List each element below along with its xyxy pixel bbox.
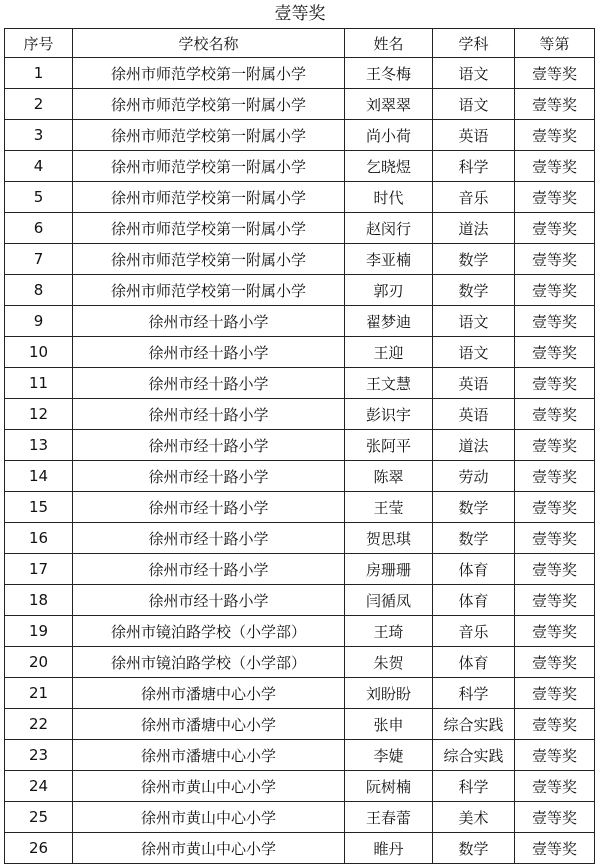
cell-index: 25: [5, 802, 73, 833]
cell-name: 王莹: [345, 492, 433, 523]
cell-school: 徐州市经十路小学: [73, 368, 345, 399]
cell-name: 乞晓煜: [345, 151, 433, 182]
cell-name: 王文慧: [345, 368, 433, 399]
cell-index: 14: [5, 461, 73, 492]
table-row: [5, 833, 595, 864]
cell-grade: 壹等奖: [515, 771, 595, 802]
cell-school: 徐州市师范学校第一附属小学: [73, 58, 345, 89]
table-row: [5, 89, 595, 120]
cell-school: 徐州市潘塘中心小学: [73, 740, 345, 771]
cell-index: 26: [5, 833, 73, 864]
table-row: [5, 58, 595, 89]
cell-subject: 英语: [433, 399, 515, 430]
cell-subject: 音乐: [433, 616, 515, 647]
cell-name: 刘翠翠: [345, 89, 433, 120]
cell-school: 徐州市师范学校第一附属小学: [73, 182, 345, 213]
cell-name: 尚小荷: [345, 120, 433, 151]
cell-subject: 体育: [433, 554, 515, 585]
cell-subject: 综合实践: [433, 709, 515, 740]
table-row: [5, 740, 595, 771]
cell-grade: 壹等奖: [515, 492, 595, 523]
cell-subject: 科学: [433, 771, 515, 802]
cell-subject: 综合实践: [433, 740, 515, 771]
cell-name: 房珊珊: [345, 554, 433, 585]
cell-index: 13: [5, 430, 73, 461]
cell-school: 徐州市师范学校第一附属小学: [73, 244, 345, 275]
cell-name: 赵闵行: [345, 213, 433, 244]
table-row: [5, 585, 595, 616]
cell-grade: 壹等奖: [515, 523, 595, 554]
cell-index: 9: [5, 306, 73, 337]
cell-school: 徐州市黄山中心小学: [73, 802, 345, 833]
table-row: [5, 368, 595, 399]
cell-subject: 数学: [433, 833, 515, 864]
cell-subject: 数学: [433, 244, 515, 275]
cell-grade: 壹等奖: [515, 399, 595, 430]
cell-grade: 壹等奖: [515, 306, 595, 337]
cell-subject: 数学: [433, 275, 515, 306]
cell-subject: 语文: [433, 89, 515, 120]
cell-index: 16: [5, 523, 73, 554]
header-school: 学校名称: [73, 29, 345, 58]
cell-school: 徐州市经十路小学: [73, 337, 345, 368]
cell-grade: 壹等奖: [515, 616, 595, 647]
cell-school: 徐州市师范学校第一附属小学: [73, 275, 345, 306]
cell-index: 4: [5, 151, 73, 182]
cell-school: 徐州市师范学校第一附属小学: [73, 89, 345, 120]
cell-grade: 壹等奖: [515, 709, 595, 740]
cell-school: 徐州市经十路小学: [73, 306, 345, 337]
cell-subject: 劳动: [433, 461, 515, 492]
cell-name: 刘盼盼: [345, 678, 433, 709]
cell-school: 徐州市经十路小学: [73, 585, 345, 616]
cell-name: 闫循凤: [345, 585, 433, 616]
cell-school: 徐州市师范学校第一附属小学: [73, 151, 345, 182]
cell-subject: 音乐: [433, 182, 515, 213]
cell-subject: 数学: [433, 492, 515, 523]
cell-subject: 科学: [433, 678, 515, 709]
cell-name: 王冬梅: [345, 58, 433, 89]
cell-subject: 英语: [433, 120, 515, 151]
table-row: [5, 399, 595, 430]
cell-name: 张阿平: [345, 430, 433, 461]
cell-grade: 壹等奖: [515, 213, 595, 244]
table-row: [5, 306, 595, 337]
cell-index: 15: [5, 492, 73, 523]
cell-school: 徐州市黄山中心小学: [73, 771, 345, 802]
table-row: [5, 151, 595, 182]
cell-name: 翟梦迪: [345, 306, 433, 337]
cell-school: 徐州市镜泊路学校（小学部）: [73, 616, 345, 647]
cell-index: 3: [5, 120, 73, 151]
cell-index: 20: [5, 647, 73, 678]
cell-index: 11: [5, 368, 73, 399]
cell-grade: 壹等奖: [515, 647, 595, 678]
cell-grade: 壹等奖: [515, 740, 595, 771]
cell-name: 睢丹: [345, 833, 433, 864]
cell-grade: 壹等奖: [515, 337, 595, 368]
cell-index: 17: [5, 554, 73, 585]
page-title: 壹等奖: [274, 4, 326, 24]
cell-name: 时代: [345, 182, 433, 213]
cell-school: 徐州市经十路小学: [73, 430, 345, 461]
cell-index: 19: [5, 616, 73, 647]
cell-subject: 美术: [433, 802, 515, 833]
cell-subject: 数学: [433, 523, 515, 554]
cell-index: 22: [5, 709, 73, 740]
cell-school: 徐州市潘塘中心小学: [73, 678, 345, 709]
table-row: [5, 523, 595, 554]
table-row: [5, 647, 595, 678]
table-row: [5, 678, 595, 709]
table-row: [5, 709, 595, 740]
cell-name: 彭识宇: [345, 399, 433, 430]
table-row: [5, 802, 595, 833]
cell-index: 24: [5, 771, 73, 802]
table-row: [5, 120, 595, 151]
table-row: [5, 492, 595, 523]
cell-school: 徐州市经十路小学: [73, 461, 345, 492]
cell-grade: 壹等奖: [515, 244, 595, 275]
table-row: [5, 244, 595, 275]
table-row: [5, 771, 595, 802]
cell-index: 2: [5, 89, 73, 120]
table-row: [5, 616, 595, 647]
cell-name: 王迎: [345, 337, 433, 368]
table-row: [5, 430, 595, 461]
cell-grade: 壹等奖: [515, 182, 595, 213]
cell-subject: 英语: [433, 368, 515, 399]
cell-school: 徐州市经十路小学: [73, 523, 345, 554]
cell-name: 阮树楠: [345, 771, 433, 802]
cell-index: 1: [5, 58, 73, 89]
cell-grade: 壹等奖: [515, 275, 595, 306]
cell-subject: 道法: [433, 430, 515, 461]
cell-name: 贺思琪: [345, 523, 433, 554]
cell-grade: 壹等奖: [515, 833, 595, 864]
header-name: 姓名: [345, 29, 433, 58]
cell-subject: 语文: [433, 58, 515, 89]
cell-name: 王琦: [345, 616, 433, 647]
table-row: [5, 275, 595, 306]
cell-name: 王春蕾: [345, 802, 433, 833]
table-header-row: [5, 29, 595, 58]
cell-name: 陈翠: [345, 461, 433, 492]
cell-school: 徐州市经十路小学: [73, 492, 345, 523]
cell-school: 徐州市经十路小学: [73, 399, 345, 430]
cell-name: 朱贺: [345, 647, 433, 678]
cell-index: 18: [5, 585, 73, 616]
cell-grade: 壹等奖: [515, 120, 595, 151]
table-row: [5, 182, 595, 213]
cell-school: 徐州市镜泊路学校（小学部）: [73, 647, 345, 678]
cell-subject: 体育: [433, 585, 515, 616]
cell-subject: 科学: [433, 151, 515, 182]
cell-index: 6: [5, 213, 73, 244]
cell-grade: 壹等奖: [515, 461, 595, 492]
header-subject: 学科: [433, 29, 515, 58]
cell-grade: 壹等奖: [515, 678, 595, 709]
cell-grade: 壹等奖: [515, 58, 595, 89]
header-grade: 等第: [515, 29, 595, 58]
cell-school: 徐州市师范学校第一附属小学: [73, 213, 345, 244]
header-index: 序号: [5, 29, 73, 58]
cell-grade: 壹等奖: [515, 89, 595, 120]
table-row: [5, 213, 595, 244]
cell-school: 徐州市经十路小学: [73, 554, 345, 585]
cell-name: 李亚楠: [345, 244, 433, 275]
award-table: [4, 28, 595, 864]
cell-index: 12: [5, 399, 73, 430]
cell-school: 徐州市潘塘中心小学: [73, 709, 345, 740]
cell-index: 8: [5, 275, 73, 306]
cell-name: 张申: [345, 709, 433, 740]
cell-grade: 壹等奖: [515, 368, 595, 399]
cell-index: 5: [5, 182, 73, 213]
cell-index: 10: [5, 337, 73, 368]
cell-subject: 语文: [433, 306, 515, 337]
cell-subject: 体育: [433, 647, 515, 678]
cell-grade: 壹等奖: [515, 430, 595, 461]
cell-index: 23: [5, 740, 73, 771]
cell-name: 李婕: [345, 740, 433, 771]
cell-grade: 壹等奖: [515, 554, 595, 585]
cell-subject: 道法: [433, 213, 515, 244]
table-row: [5, 554, 595, 585]
cell-grade: 壹等奖: [515, 151, 595, 182]
cell-index: 7: [5, 244, 73, 275]
table-row: [5, 337, 595, 368]
cell-index: 21: [5, 678, 73, 709]
cell-school: 徐州市黄山中心小学: [73, 833, 345, 864]
cell-subject: 语文: [433, 337, 515, 368]
cell-grade: 壹等奖: [515, 802, 595, 833]
cell-grade: 壹等奖: [515, 585, 595, 616]
cell-school: 徐州市师范学校第一附属小学: [73, 120, 345, 151]
table-row: [5, 461, 595, 492]
cell-name: 郭刃: [345, 275, 433, 306]
